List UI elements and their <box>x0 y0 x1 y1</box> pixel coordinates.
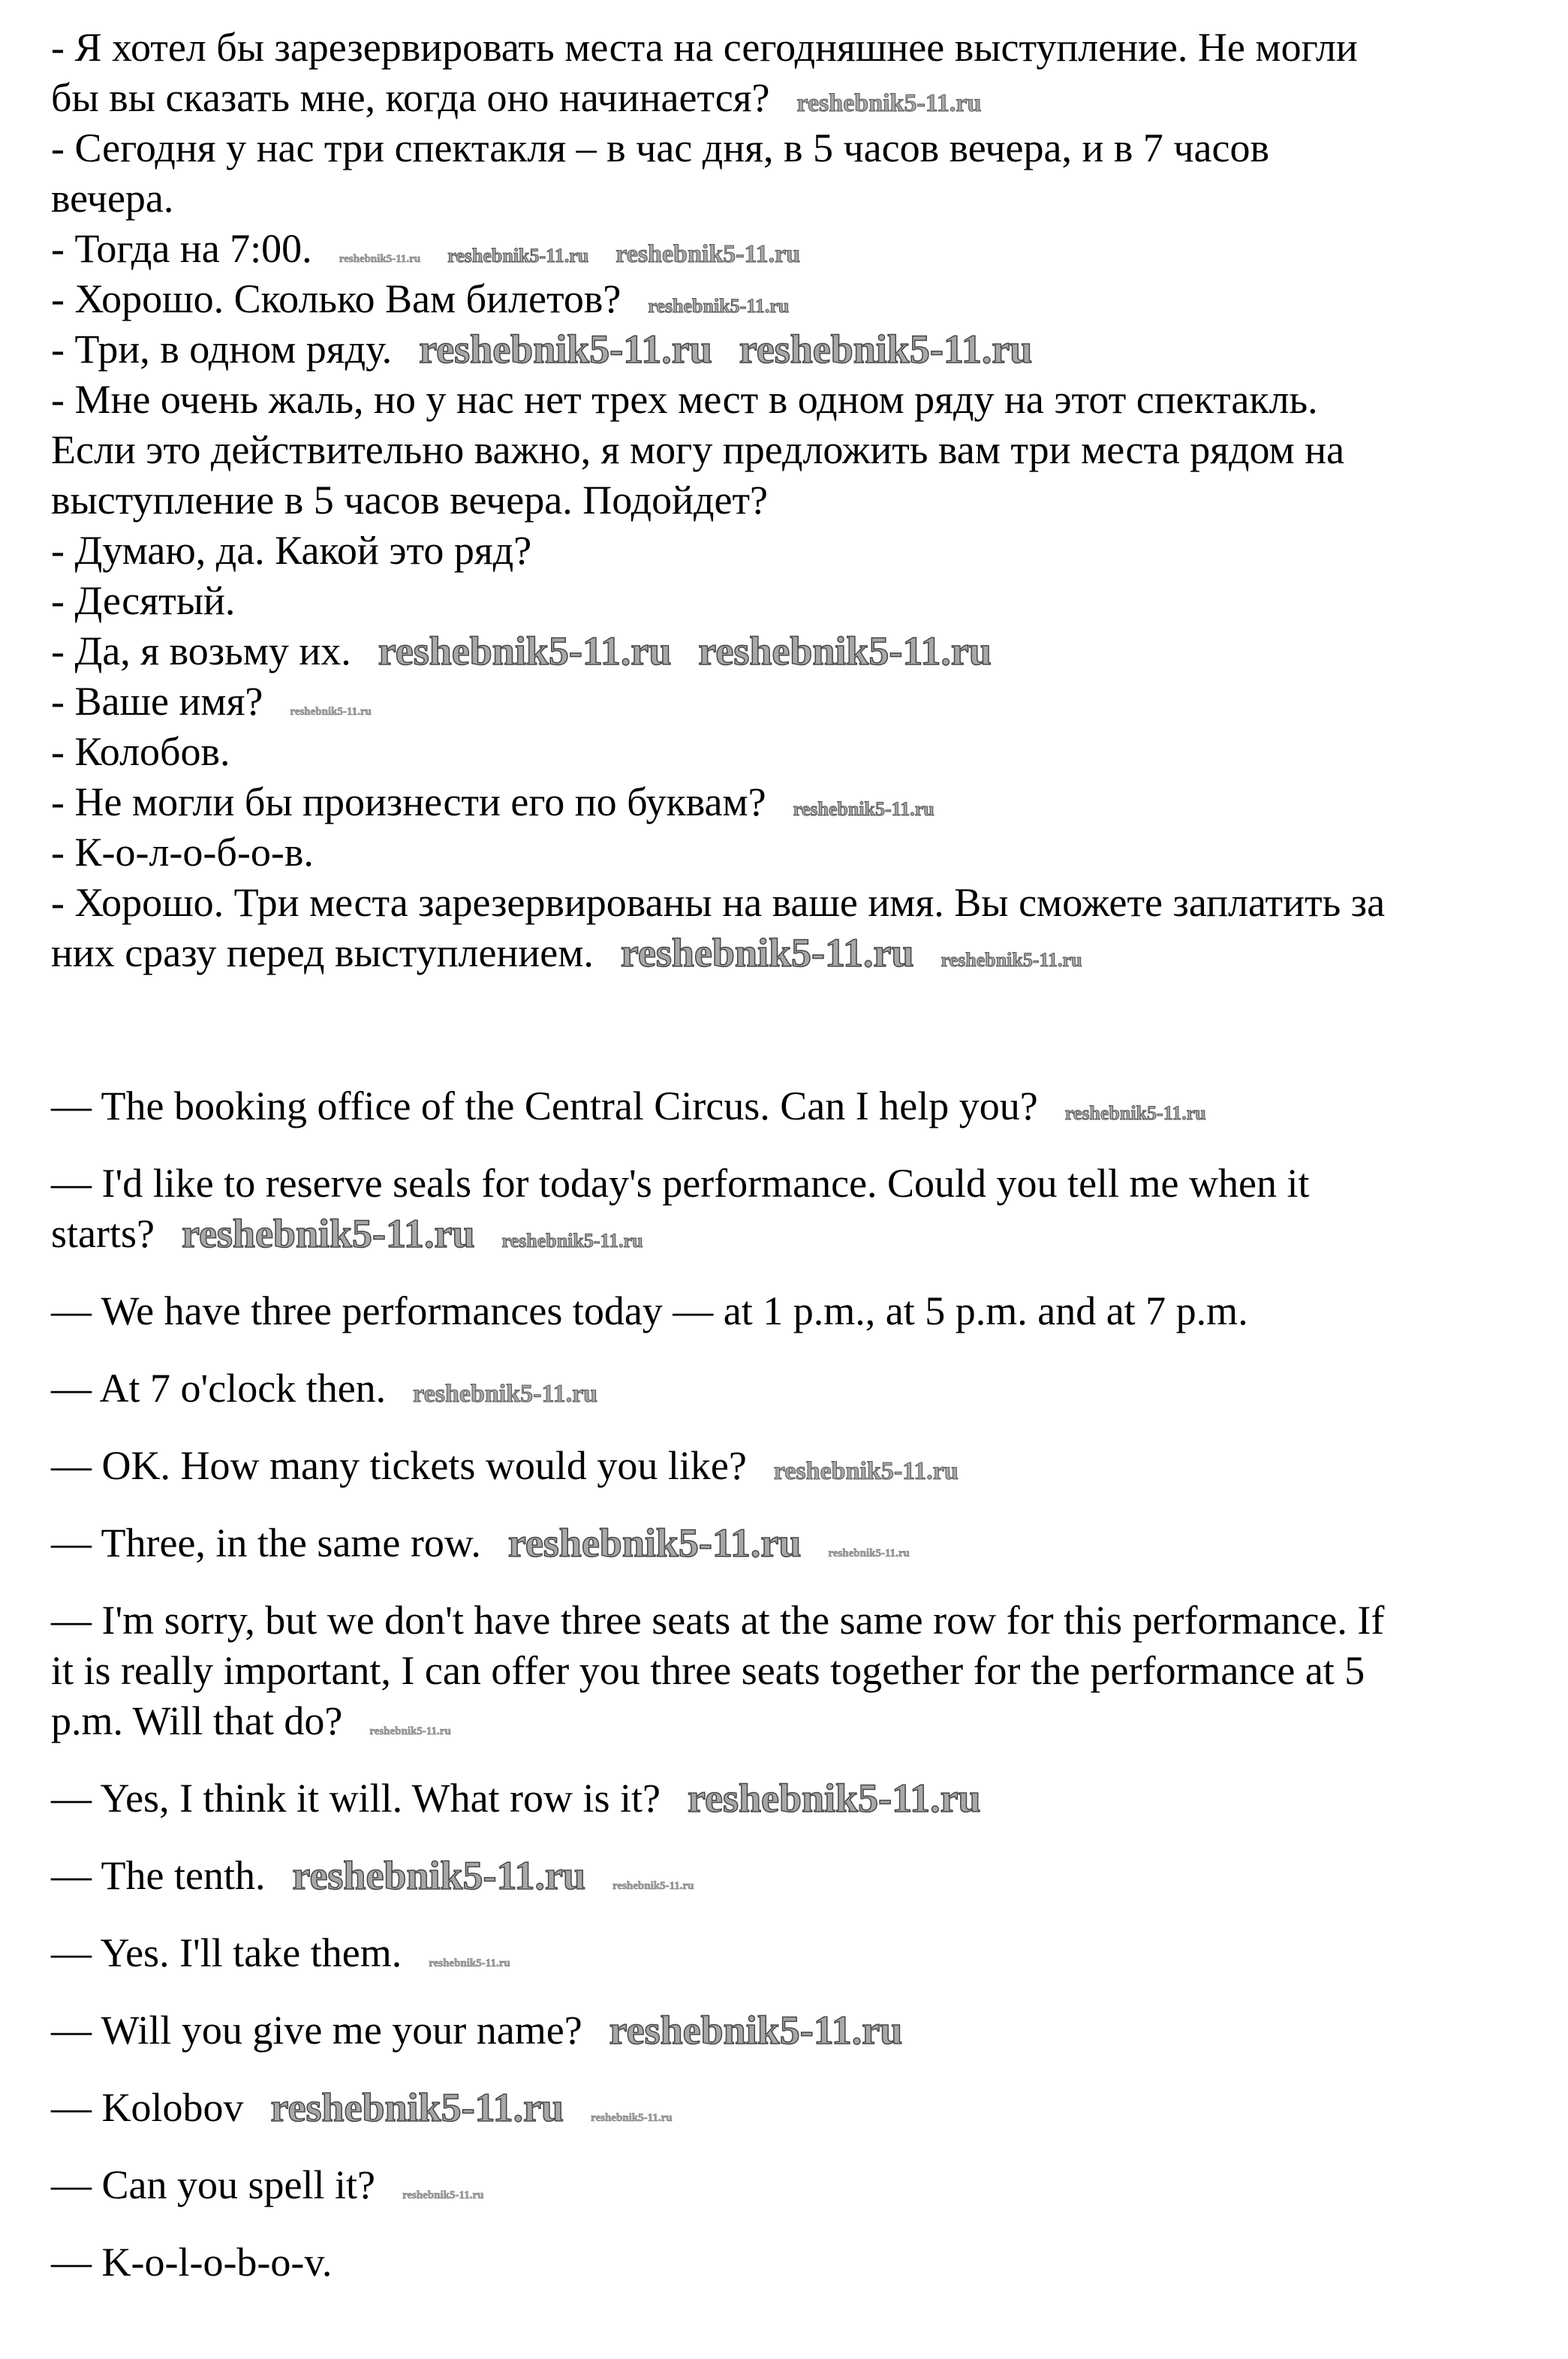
watermark: reshebnik5-11.ru <box>739 327 1033 372</box>
watermark: reshebnik5-11.ru <box>609 2008 903 2053</box>
text-line-row <box>51 1081 1552 1131</box>
dialogue-line <box>51 1441 1552 1491</box>
text-line: — OK. How many tickets would you like? <box>51 1443 747 1488</box>
russian-dialogue <box>51 23 1552 978</box>
text-line: it is really important, I can offer you three seats together for the performance at 5 <box>51 1648 1365 1693</box>
text-line: Если это действительно важно, я могу предложить вам три места рядом на <box>51 427 1345 472</box>
text-line-row <box>51 777 1552 827</box>
watermark: reshebnik5-11.ru <box>615 240 801 268</box>
text-line: - Мне очень жаль, но у нас нет трех мест в одном ряду на этот спектакль. <box>51 377 1318 422</box>
watermark: reshebnik5-11.ru <box>940 949 1082 971</box>
text-line: — I'm sorry, but we don't have three seats at the same row for this performance. If <box>51 1598 1385 1643</box>
text-line: - Хорошо. Три места зарезервированы на ваше имя. Вы сможете заплатить за <box>51 880 1386 925</box>
dialogue-line <box>51 2237 1552 2288</box>
dialogue-line <box>51 1595 1552 1746</box>
dialogue-line <box>51 777 1552 827</box>
text-line-row <box>51 1851 1552 1901</box>
text-line: вечера. <box>51 176 174 221</box>
watermark: reshebnik5-11.ru <box>796 89 982 117</box>
text-line: — The booking office of the Central Circus. Can I help you? <box>51 1083 1038 1128</box>
text-line: - Колобов. <box>51 729 230 774</box>
text-line-row <box>51 274 1552 324</box>
watermark: reshebnik5-11.ru <box>773 1457 959 1485</box>
text-line-row <box>51 1928 1552 1978</box>
english-dialogue <box>51 1081 1552 2315</box>
watermark: reshebnik5-11.ru <box>501 1230 643 1252</box>
text-line-row <box>51 1158 1552 1209</box>
text-line-row <box>51 475 1552 526</box>
watermark: reshebnik5-11.ru <box>648 295 790 317</box>
text-line: — Yes. I'll take them. <box>51 1930 402 1975</box>
text-line-row <box>51 2005 1552 2056</box>
watermark: reshebnik5-11.ru <box>612 1880 694 1892</box>
text-line-row <box>51 1441 1552 1491</box>
dialogue-line <box>51 1928 1552 1978</box>
text-line: — K-o-l-o-b-o-v. <box>51 2240 333 2285</box>
text-line: - Сегодня у нас три спектакля – в час дня, в 5 часов вечера, и в 7 часов <box>51 125 1269 170</box>
text-line-row <box>51 1209 1552 1259</box>
dialogue-line <box>51 2005 1552 2056</box>
text-line-row <box>51 1646 1552 1696</box>
watermark: reshebnik5-11.ru <box>828 1547 910 1559</box>
text-line-row <box>51 827 1552 878</box>
text-line-row <box>51 2160 1552 2210</box>
text-line: - Ваше имя? <box>51 679 263 724</box>
dialogue-line <box>51 375 1552 526</box>
text-line: - Хорошо. Сколько Вам билетов? <box>51 276 621 321</box>
watermark: reshebnik5-11.ru <box>419 327 712 372</box>
watermark: reshebnik5-11.ru <box>378 628 672 673</box>
watermark: reshebnik5-11.ru <box>369 1725 451 1737</box>
watermark: reshebnik5-11.ru <box>620 930 914 975</box>
dialogue-line <box>51 1081 1552 1131</box>
dialogue-line <box>51 1158 1552 1259</box>
watermark: reshebnik5-11.ru <box>339 253 421 265</box>
text-line: p.m. Will that do? <box>51 1698 343 1743</box>
text-line-row <box>51 928 1552 978</box>
dialogue-line <box>51 626 1552 676</box>
text-line: - Тогда на 7:00. <box>51 226 312 271</box>
dialogue-line <box>51 576 1552 626</box>
text-line-row <box>51 173 1552 224</box>
text-line-row <box>51 526 1552 576</box>
text-line: — Will you give me your name? <box>51 2008 582 2053</box>
text-line-row <box>51 1595 1552 1646</box>
text-line: — Three, in the same row. <box>51 1520 481 1565</box>
watermark: reshebnik5-11.ru <box>413 1380 598 1408</box>
dialogue-line <box>51 1518 1552 1568</box>
watermark: reshebnik5-11.ru <box>402 2189 484 2201</box>
dialogue-line <box>51 2160 1552 2210</box>
text-line-row <box>51 1773 1552 1824</box>
watermark: reshebnik5-11.ru <box>290 706 372 718</box>
text-line: — Kolobov <box>51 2085 244 2130</box>
dialogue-line <box>51 224 1552 274</box>
text-line-row <box>51 676 1552 727</box>
text-line: - Да, я возьму их. <box>51 628 351 673</box>
dialogue-line <box>51 827 1552 878</box>
text-line-row <box>51 324 1552 375</box>
text-line-row <box>51 425 1552 475</box>
dialogue-line <box>51 727 1552 777</box>
text-line: - Я хотел бы зарезервировать места на сегодняшнее выступление. Не могли <box>51 25 1358 70</box>
text-line-row <box>51 626 1552 676</box>
text-line-row <box>51 1696 1552 1746</box>
text-line: — I'd like to reserve seals for today's performance. Could you tell me when it <box>51 1161 1310 1206</box>
dialogue-line <box>51 1851 1552 1901</box>
text-line: — The tenth. <box>51 1853 266 1898</box>
text-line-row <box>51 2083 1552 2133</box>
text-line: — We have three performances today — at 1 p.m., at 5 p.m. and at 7 p.m. <box>51 1288 1248 1333</box>
text-line-row <box>51 123 1552 173</box>
text-line: starts? <box>51 1211 155 1256</box>
text-line: выступление в 5 часов вечера. Подойдет? <box>51 478 769 523</box>
text-line: - Три, в одном ряду. <box>51 327 393 372</box>
text-line: них сразу перед выступлением. <box>51 930 594 975</box>
watermark: reshebnik5-11.ru <box>698 628 992 673</box>
watermark: reshebnik5-11.ru <box>591 2112 673 2124</box>
text-line-row <box>51 375 1552 425</box>
text-line: - Десятый. <box>51 578 236 623</box>
text-line: - Думаю, да. Какой это ряд? <box>51 528 532 573</box>
text-line-row <box>51 73 1552 123</box>
dialogue-line <box>51 123 1552 224</box>
dialogue-line <box>51 526 1552 576</box>
text-line: - Не могли бы произнести его по буквам? <box>51 779 766 824</box>
watermark: reshebnik5-11.ru <box>688 1776 981 1821</box>
watermark: reshebnik5-11.ru <box>270 2085 564 2130</box>
text-line-row <box>51 224 1552 274</box>
dialogue-line <box>51 324 1552 375</box>
dialogue-line <box>51 676 1552 727</box>
watermark: reshebnik5-11.ru <box>447 245 589 267</box>
text-line-row <box>51 727 1552 777</box>
text-line: — Yes, I think it will. What row is it? <box>51 1776 661 1821</box>
text-line: — Can you spell it? <box>51 2162 375 2207</box>
text-line: - К-о-л-о-б-о-в. <box>51 830 314 875</box>
dialogue-line <box>51 2083 1552 2133</box>
dialogue-line <box>51 23 1552 123</box>
text-line-row <box>51 1363 1552 1414</box>
text-line-row <box>51 23 1552 73</box>
text-line-row <box>51 878 1552 928</box>
watermark: reshebnik5-11.ru <box>507 1520 802 1565</box>
watermark: reshebnik5-11.ru <box>1064 1102 1206 1124</box>
dialogue-line <box>51 1363 1552 1414</box>
text-line-row <box>51 2237 1552 2288</box>
watermark: reshebnik5-11.ru <box>292 1853 586 1898</box>
text-line-row <box>51 1518 1552 1568</box>
watermark: reshebnik5-11.ru <box>429 1957 510 1969</box>
text-line: — At 7 o'clock then. <box>51 1366 387 1411</box>
dialogue-line <box>51 878 1552 978</box>
dialogue-line <box>51 274 1552 324</box>
watermark: reshebnik5-11.ru <box>181 1211 475 1256</box>
text-line-row <box>51 576 1552 626</box>
dialogue-line <box>51 1286 1552 1336</box>
watermark: reshebnik5-11.ru <box>793 798 934 820</box>
dialogue-line <box>51 1773 1552 1824</box>
text-line: бы вы сказать мне, когда оно начинается? <box>51 75 770 120</box>
text-line-row <box>51 1286 1552 1336</box>
